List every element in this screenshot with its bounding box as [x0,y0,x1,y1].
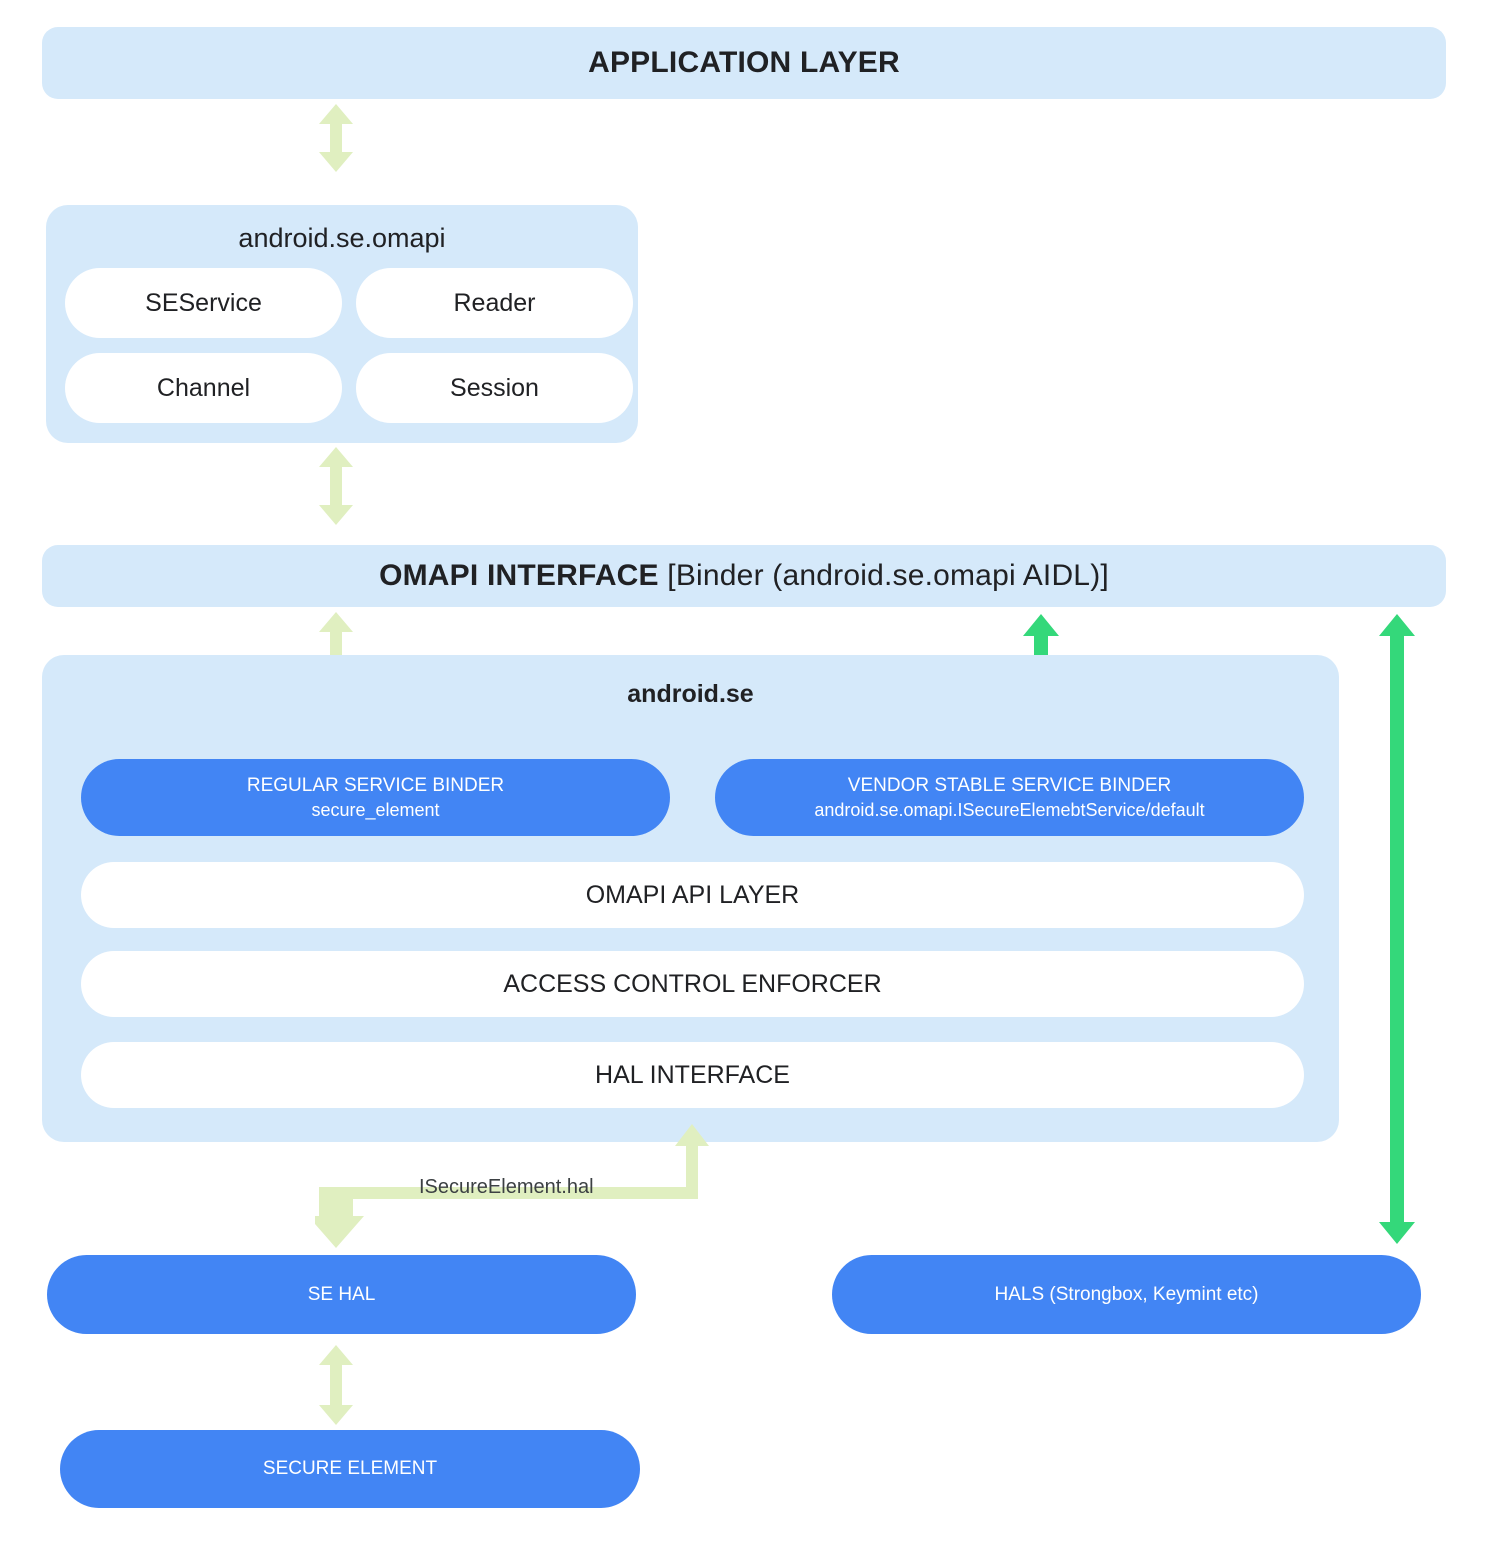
class-seservice-label: SEService [145,288,262,317]
omapi-interface-rest: [Binder (android.se.omapi AIDL)] [658,559,1109,592]
class-channel-label: Channel [156,373,251,402]
regular-service-binder-title: REGULAR SERVICE BINDER [246,774,505,796]
class-channel [65,353,342,423]
se-hal-box [47,1255,636,1334]
vendor-stable-service-binder-subtitle: android.se.omapi.ISecureElemebtService/default [814,800,1205,821]
regular-service-binder-subtitle: secure_element [311,800,440,821]
class-session [356,353,633,423]
hals-other-label: HALS (Strongbox, Keymint etc) [994,1283,1259,1305]
application-layer-label: APPLICATION LAYER [588,46,900,79]
omapi-api-layer [81,862,1304,928]
class-session-label: Session [450,373,539,402]
arrow-androidse-to-hals-green [1373,614,1421,1244]
android-se-omapi-label: android.se.omapi [238,223,446,253]
access-control-enforcer-label: ACCESS CONTROL ENFORCER [503,969,882,998]
hal-interface [81,1042,1304,1108]
isecureelement-hal-label: ISecureElement.hal [419,1176,594,1198]
omapi-api-layer-label: OMAPI API LAYER [585,880,800,909]
application-layer-band [42,27,1446,99]
omapi-interface-bold: OMAPI INTERFACE [379,559,659,592]
class-seservice [65,268,342,338]
vendor-stable-service-binder-title: VENDOR STABLE SERVICE BINDER [847,774,1172,796]
arrow-se-hal-to-secure-element [315,1345,357,1425]
hal-interface-label: HAL INTERFACE [595,1060,790,1089]
arrow-omapi-to-interface [315,447,357,525]
android-se-label: android.se [627,680,754,708]
arrow-app-to-omapi [315,104,357,172]
se-hal-label: SE HAL [307,1283,376,1305]
omapi-interface-label [379,559,1109,593]
class-reader [356,268,633,338]
secure-element-label: SECURE ELEMENT [262,1458,438,1480]
access-control-enforcer [81,951,1304,1017]
class-reader-label: Reader [453,288,536,317]
regular-service-binder [81,759,670,836]
secure-element-box [60,1430,640,1508]
vendor-stable-service-binder [715,759,1304,836]
omapi-interface-band [42,545,1446,607]
hals-other-box [832,1255,1421,1334]
